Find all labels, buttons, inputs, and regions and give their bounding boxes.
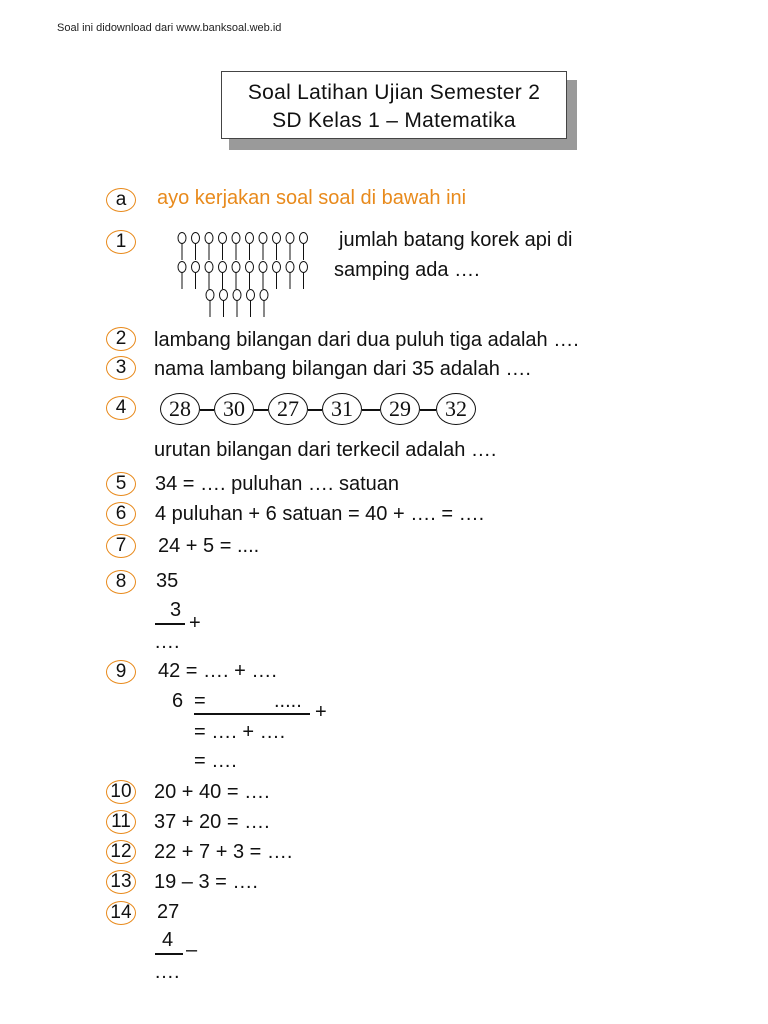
question-10-text: 20 + 40 = …. [154,781,270,803]
question-14-second-number: 4 [162,929,174,951]
question-number-4: 4 [106,396,136,420]
question-number-10: 10 [106,780,136,804]
question-11-text: 37 + 20 = …. [154,811,270,833]
question-6-text: 4 puluhan + 6 satuan = 40 + …. = …. [155,503,485,525]
question-14-result: …. [154,961,180,983]
question-3-text: nama lambang bilangan dari 35 adalah …. [154,358,531,380]
matchstick-head [259,262,267,273]
question-9-line-2-right: ..... [274,690,302,712]
sequence-number-1: 28 [160,393,200,425]
question-number-2: 2 [106,327,136,351]
sequence-connector [362,409,380,411]
matchstick-head [259,233,267,244]
question-7-text: 24 + 5 = .... [158,535,260,557]
matchstick-head [219,262,227,273]
sequence-connector [420,409,436,411]
question-9-line-3: = …. + …. [194,721,286,743]
matchstick-head [273,233,281,244]
matchstick-head [286,262,294,273]
matchstick-head [246,233,254,244]
question-number-8: 8 [106,570,136,594]
title-line-1: Soal Latihan Ujian Semester 2 [247,81,541,104]
matchstick-head [286,233,294,244]
question-4-text: urutan bilangan dari terkecil adalah …. [154,439,497,461]
question-9-line-4: = …. [194,750,237,772]
matchstick-head [260,290,268,301]
matchstick-head [178,233,186,244]
question-14-operator: – [186,939,198,961]
matchstick-head [219,233,227,244]
title-box [221,71,567,139]
question-8-operator: + [189,612,201,634]
question-number-11: 11 [106,810,136,834]
question-14-difference-line [155,953,183,955]
question-1-text-line-1: jumlah batang korek api di [339,229,573,251]
matchstick-group [178,233,308,318]
matchstick-head [233,290,241,301]
question-2-text: lambang bilangan dari dua puluh tiga adalah …. [154,329,579,351]
sequence-number-6: 32 [436,393,476,425]
sequence-number-3: 27 [268,393,308,425]
sequence-connector [308,409,322,411]
question-9-line-2-left: 6 [172,690,184,712]
question-1-text-line-2: samping ada …. [334,259,480,281]
matchstick-head [300,262,308,273]
matchstick-head [246,262,254,273]
matchstick-head [206,290,214,301]
question-number-12: 12 [106,840,136,864]
question-number-5: 5 [106,472,136,496]
source-note: Soal ini didownload dari www.banksoal.web.id [57,22,282,34]
sequence-number-5: 29 [380,393,420,425]
question-8-result: …. [154,631,180,653]
title-line-2: SD Kelas 1 – Matematika [272,109,516,132]
question-9-line-2-equals: = [194,690,206,712]
question-number-9: 9 [106,660,136,684]
question-5-text: 34 = …. puluhan …. satuan [155,473,400,495]
question-9-sum-line [194,713,310,715]
sequence-number-4: 31 [322,393,362,425]
matchstick-head [192,233,200,244]
question-8-sum-line [155,623,185,625]
question-number-13: 13 [106,870,136,894]
question-number-14: 14 [106,901,136,925]
matchstick-head [205,233,213,244]
question-9-line-1: 42 = …. + …. [158,660,277,682]
matchstick-head [192,262,200,273]
question-number-7: 7 [106,534,136,558]
matchstick-head [178,262,186,273]
matchstick-head [232,262,240,273]
matchstick-head [232,233,240,244]
sequence-connector [254,409,268,411]
question-13-text: 19 – 3 = …. [154,871,258,893]
question-12-text: 22 + 7 + 3 = …. [154,841,293,863]
question-14-top-number: 27 [157,901,180,923]
section-instruction: ayo kerjakan soal soal di bawah ini [157,187,467,209]
question-number-3: 3 [106,356,136,380]
matchstick-head [273,262,281,273]
matchstick-head [205,262,213,273]
matchstick-head [220,290,228,301]
question-8-second-number: 3 [170,599,182,621]
question-number-6: 6 [106,502,136,526]
matchstick-head [247,290,255,301]
sequence-number-2: 30 [214,393,254,425]
matchsticks-illustration [172,228,322,318]
sequence-connector [200,409,214,411]
section-badge: a [106,188,136,212]
matchstick-head [300,233,308,244]
question-8-top-number: 35 [156,570,179,592]
question-9-operator: + [315,701,327,723]
question-number-1: 1 [106,230,136,254]
